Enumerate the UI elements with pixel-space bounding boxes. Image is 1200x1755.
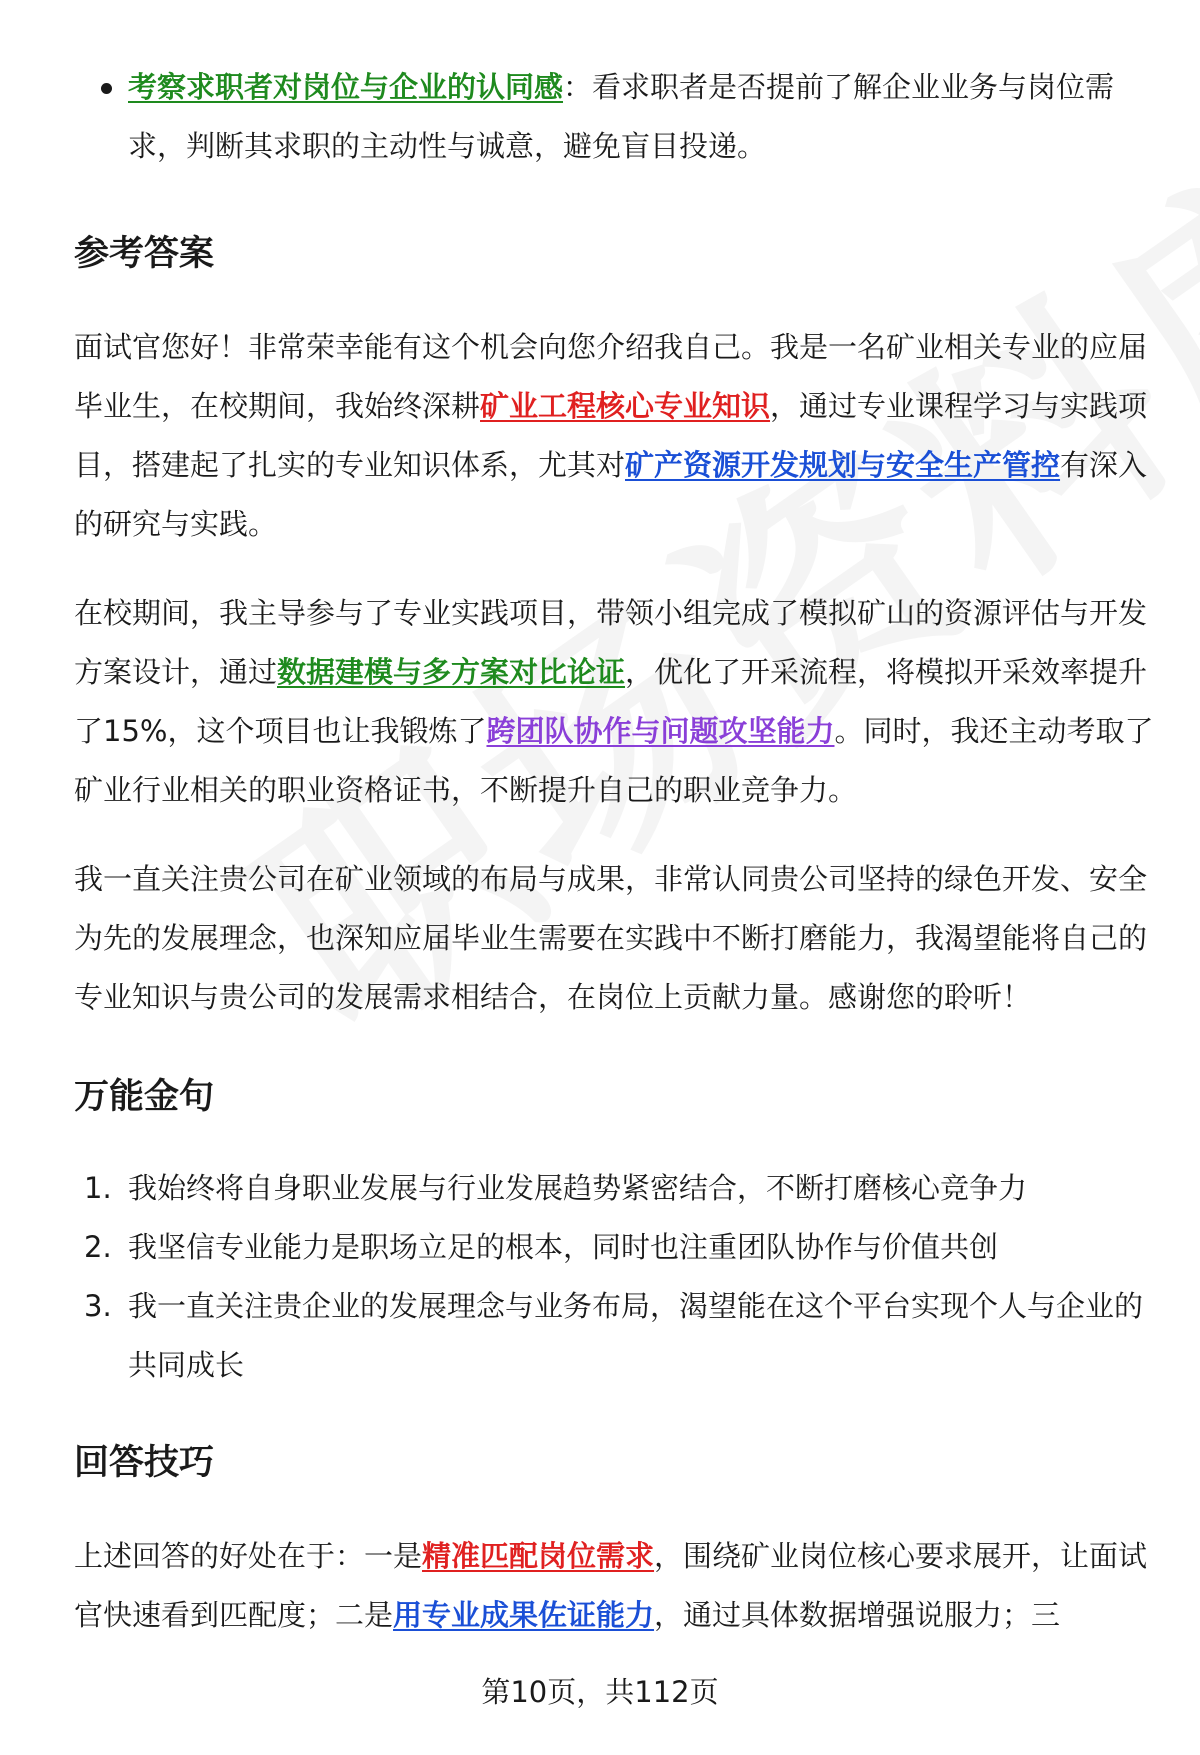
page-content: [74, 58, 1154, 1645]
highlight-text: 数据建模与多方案对比论证: [277, 655, 626, 689]
list-item: [74, 1277, 1154, 1395]
list-text: 我一直关注贵企业的发展理念与业务布局，渴望能在这个平台实现个人与企业的共同成长: [128, 1289, 1144, 1382]
section-title-tips: 回答技巧: [74, 1443, 215, 1483]
section-title-reference: 参考答案: [74, 234, 215, 274]
list-item: [74, 58, 1154, 176]
reference-paragraph-3: 我一直关注贵公司在矿业领域的布局与成果，非常认同贵公司坚持的绿色开发、安全为先的发展理念，也深知应届毕业生需要在实践中不断打磨能力，我渴望能将自己的专业知识与贵公司的发展需求相结合，在岗位上贡献力量。感谢您的聆听！: [74, 862, 1148, 1014]
paragraph-text: 面试官您好！非常荣幸能有这个机会向您介绍我自己。我是一名矿业相关专业的应届毕业生，在校期间，我始终深耕: [74, 330, 1148, 423]
section-title-golden: 万能金句: [74, 1077, 215, 1117]
highlight-text: 跨团队协作与问题攻坚能力: [486, 714, 835, 748]
list-text: 我始终将自身职业发展与行业发展趋势紧密结合，不断打磨核心竞争力: [128, 1171, 1028, 1205]
list-item: [74, 1159, 1154, 1218]
list-item: [74, 1218, 1154, 1277]
paragraph-text: 上述回答的好处在于：一是: [74, 1539, 423, 1573]
highlight-text: 精准匹配岗位需求: [422, 1539, 655, 1573]
list-number: 1.: [84, 1171, 112, 1205]
reference-paragraph-1: [74, 318, 1154, 554]
golden-phrase-list: [74, 1159, 1154, 1395]
paragraph-text: ，围绕矿业岗位核心要求展开，让面试官快速看到匹配度；二是: [74, 1539, 1148, 1632]
paragraph-text: 有深入的研究与实践。: [74, 448, 1148, 541]
list-text: 我坚信专业能力是职场立足的根本，同时也注重团队协作与价值共创: [128, 1230, 999, 1264]
paragraph-text: ，优化了开采流程，将模拟开采效率提升了15%，这个项目也让我锻炼了: [74, 655, 1148, 748]
tips-paragraph-1: [74, 1527, 1154, 1645]
paragraph-text: ，通过专业课程学习与实践项目，搭建起了扎实的专业知识体系，尤其对: [74, 389, 1148, 482]
bullet-list: [74, 58, 1154, 176]
highlight-text: 矿产资源开发规划与安全生产管控: [625, 448, 1061, 482]
paragraph-text: ，通过具体数据增强说服力；三: [654, 1598, 1061, 1632]
reference-paragraph-2: [74, 584, 1154, 820]
page-number: 第10页，共112页: [481, 1675, 719, 1709]
highlight-text: 矿业工程核心专业知识: [480, 389, 771, 423]
paragraph-text: 在校期间，我主导参与了专业实践项目，带领小组完成了模拟矿山的资源评估与开发方案设计，通过: [74, 596, 1148, 689]
highlight-text: 用专业成果佐证能力: [393, 1598, 655, 1632]
highlight-text: 考察求职者对岗位与企业的认同感: [128, 70, 564, 104]
bullet-text: ：看求职者是否提前了解企业业务与岗位需求，判断其求职的主动性与诚意，避免盲目投递。: [128, 70, 1115, 163]
list-number: 2.: [84, 1230, 112, 1264]
list-number: 3.: [84, 1289, 112, 1323]
paragraph-text: 。同时，我还主动考取了矿业行业相关的职业资格证书，不断提升自己的职业竞争力。: [74, 714, 1154, 807]
